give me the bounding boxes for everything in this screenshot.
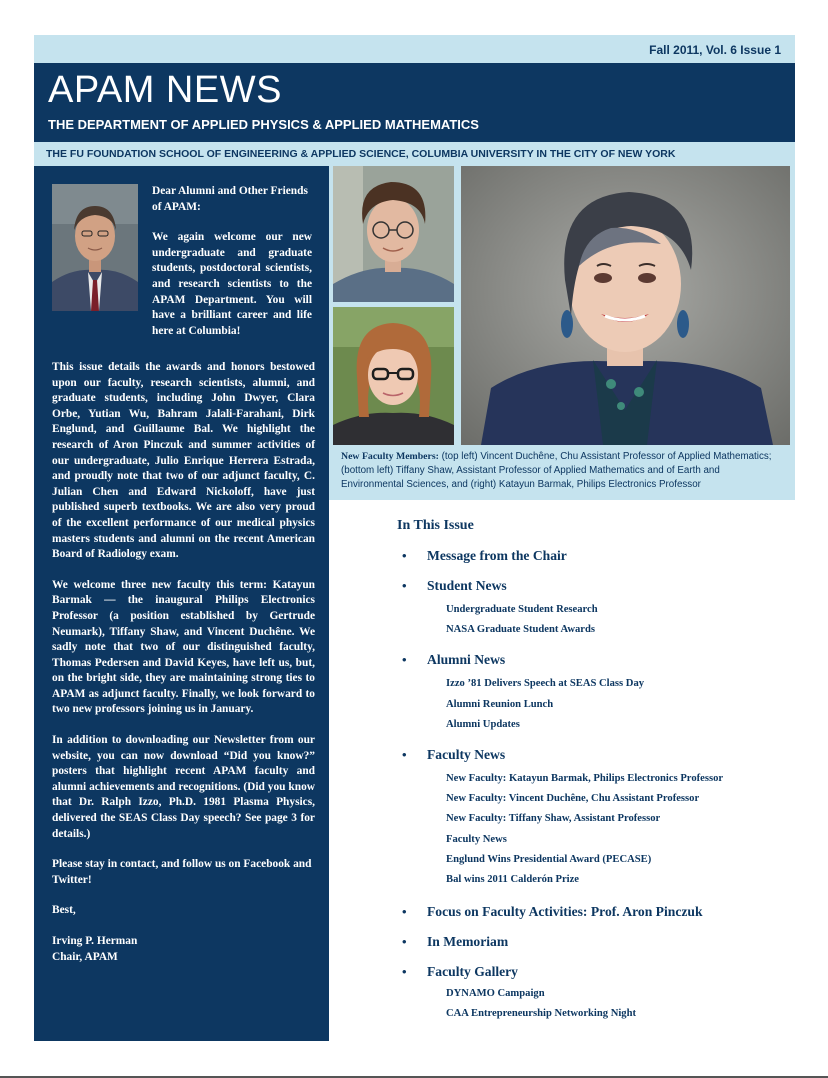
signature-title: Chair, APAM bbox=[52, 950, 118, 963]
toc-item[interactable]: DYNAMO Campaign bbox=[446, 988, 545, 1000]
toc-heading: In This Issue bbox=[397, 518, 474, 533]
toc-item[interactable]: Alumni Reunion Lunch bbox=[446, 698, 554, 710]
masthead bbox=[34, 63, 795, 142]
caption-lead: New Faculty Members: bbox=[341, 451, 439, 462]
letter-paragraph: We again welcome our new undergraduate and graduate students, postdoctoral scientists, and research scientists to the APAM Department. You will have a brilliant career and life here at Columbia! bbox=[152, 231, 312, 337]
letter-body bbox=[52, 360, 315, 965]
letter-opening bbox=[152, 184, 316, 339]
toc-section-title: Faculty News bbox=[427, 747, 506, 763]
toc-section-title: Student News bbox=[427, 578, 507, 593]
letter-paragraph: In addition to downloading our Newsletter from our website, you can now download “Did you know?” posters that highlight recent APAM faculty and alumni achievements and recognitions. (Did you know that Dr. Ralph Izzo, Ph.D. 1981 Plasma Physics, delivered the SEAS Class Day speech? See page 3 for details.) bbox=[52, 734, 315, 840]
toc-section-faculty-news[interactable] bbox=[397, 747, 797, 763]
bullet-icon: • bbox=[402, 652, 407, 668]
toc-section-title: Alumni News bbox=[427, 652, 506, 668]
school-name: THE FU FOUNDATION SCHOOL OF ENGINEERING & APPLIED SCIENCE, COLUMBIA UNIVERSITY IN THE CITY OF NEW YORK bbox=[46, 148, 676, 160]
bullet-icon: • bbox=[402, 904, 407, 920]
letter-closing: Best, bbox=[52, 904, 76, 917]
toc-section-student-news[interactable] bbox=[397, 578, 797, 594]
toc-item[interactable]: New Faculty: Tiffany Shaw, Assistant Professor bbox=[446, 813, 661, 825]
school-band bbox=[34, 142, 795, 166]
letter-paragraph: We welcome three new faculty this term: Katayun Barmak — the inaugural Philips Electronics Professor (a position established by Gertrude Neumark), Tiffany Shaw, and Vincent Duchêne. We sadly note that two of our distinguished faculty, Thomas Pedersen and David Keyes, have left us, but, on the bright side, they are maintaining strong ties to APAM as adjunct faculty. Finally, we look forward to two new professors joining us in January. bbox=[52, 578, 315, 716]
toc-section-title: Faculty Gallery bbox=[427, 964, 518, 980]
issue-label: Fall 2011, Vol. 6 Issue 1 bbox=[649, 43, 781, 57]
toc-item[interactable]: Bal wins 2011 Calderón Prize bbox=[446, 874, 580, 886]
toc-section-title: Focus on Faculty Activities: Prof. Aron Pinczuk bbox=[427, 904, 703, 920]
faculty-photo-bottom-left bbox=[333, 307, 454, 445]
chair-letter bbox=[34, 166, 329, 1041]
toc-item[interactable]: Izzo ’81 Delivers Speech at SEAS Class Day bbox=[446, 678, 645, 690]
issue-band bbox=[34, 35, 795, 63]
in-this-issue bbox=[397, 518, 797, 1025]
toc-section-title: In Memoriam bbox=[427, 934, 509, 950]
letter-greeting: Dear Alumni and Other Friends of APAM: bbox=[152, 185, 308, 213]
toc-section-alumni-news[interactable] bbox=[397, 652, 797, 668]
letter-paragraph: Please stay in contact, and follow us on Facebook and Twitter! bbox=[52, 858, 312, 886]
toc-item[interactable]: Undergraduate Student Research bbox=[446, 604, 598, 615]
faculty-photo-right bbox=[461, 166, 790, 445]
chair-photo bbox=[52, 184, 138, 311]
newsletter-title: APAM NEWS bbox=[48, 69, 282, 111]
bullet-icon: • bbox=[402, 934, 407, 950]
letter-paragraph: This issue details the awards and honors bestowed upon our faculty, research scientists, alumni, and graduate students, including John Dwyer, Clara Orbe, Yutian Wu, Bahram Jalali-Farahani, Dirk Englund, and Guillaume Bal. We highlight the research of Aron Pinczuk and summer activities of our undergraduate, Julio Enrique Herrera Estrada, and proudly note that two of our adjunct faculty, C. Julian Chen and Edward Nickoloff, have just published superb textbooks. We are also very proud of the excellent performance of our medical physics masters students and alumni on the recent American Board of Radiology exam. bbox=[52, 361, 315, 561]
bullet-icon: • bbox=[402, 548, 407, 563]
toc-item[interactable]: CAA Entrepreneurship Networking Night bbox=[446, 1008, 637, 1020]
toc-item[interactable]: Englund Wins Presidential Award (PECASE) bbox=[446, 853, 652, 865]
new-faculty-photos bbox=[329, 166, 795, 500]
bullet-icon: • bbox=[402, 964, 407, 980]
toc-item[interactable]: Faculty News bbox=[446, 833, 507, 845]
toc-section-title: Message from the Chair bbox=[427, 548, 567, 563]
caption-text: (top left) Vincent Duchêne, Chu Assistant Professor of Applied Mathematics; (bottom left) Tiffany Shaw, Assistant Professor of Applied Mathematics and of Earth and Environmental Sciences, and (right) Katayun Barmak, Philips Electronics Professor bbox=[341, 451, 772, 490]
toc-item[interactable]: NASA Graduate Student Awards bbox=[446, 624, 596, 636]
toc-section-in-memoriam[interactable] bbox=[397, 934, 797, 950]
signature-name: Irving P. Herman bbox=[52, 935, 138, 947]
department-subtitle: THE DEPARTMENT OF APPLIED PHYSICS & APPLIED MATHEMATICS bbox=[48, 117, 479, 132]
toc-item[interactable]: New Faculty: Vincent Duchêne, Chu Assistant Professor bbox=[446, 793, 700, 805]
toc-section-focus-on-faculty[interactable] bbox=[397, 904, 797, 920]
toc-section-faculty-gallery[interactable] bbox=[397, 964, 797, 980]
toc-item[interactable]: Alumni Updates bbox=[446, 718, 520, 730]
photo-caption bbox=[341, 450, 785, 492]
faculty-photo-top-left bbox=[333, 166, 454, 302]
toc-item[interactable]: New Faculty: Katayun Barmak, Philips Electronics Professor bbox=[446, 773, 724, 785]
toc-section-message-from-chair[interactable] bbox=[397, 548, 797, 564]
bullet-icon: • bbox=[402, 747, 407, 763]
bullet-icon: • bbox=[402, 578, 407, 593]
